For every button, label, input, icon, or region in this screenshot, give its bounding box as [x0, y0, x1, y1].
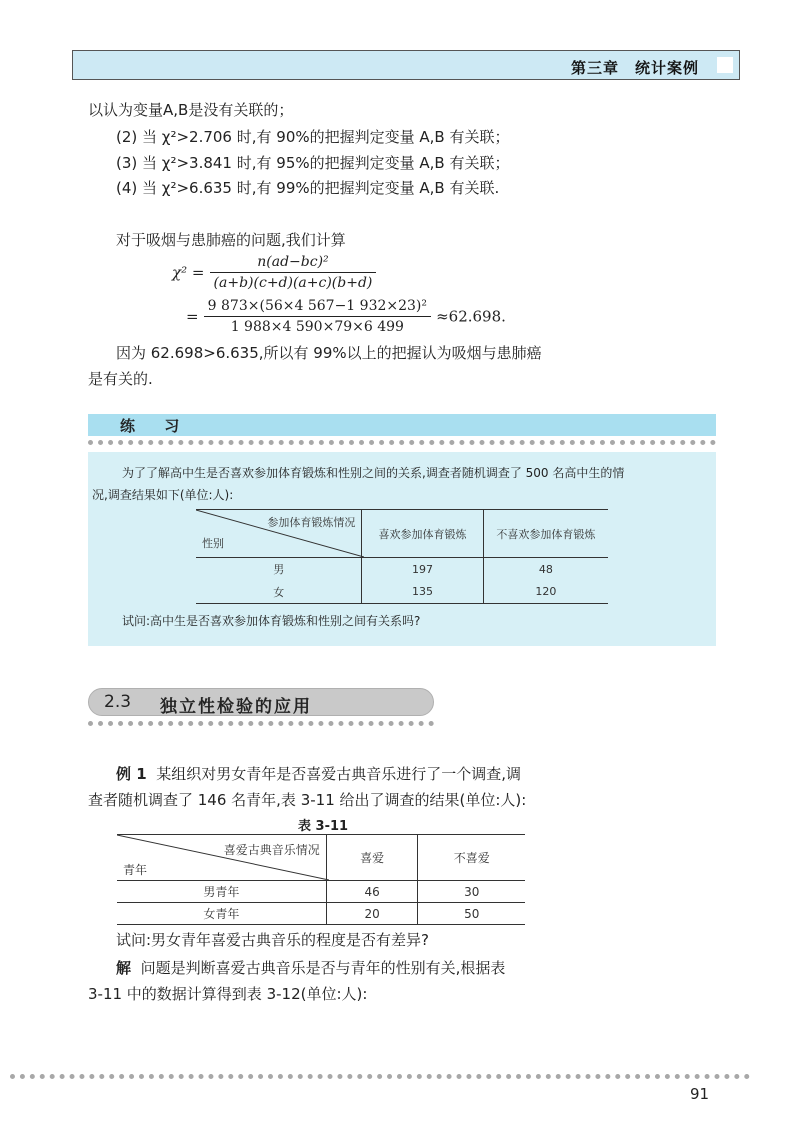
example-text-2: 查者随机调查了 146 名青年,表 3-11 给出了调查的结果(单位:人): — [88, 791, 527, 809]
table-cell: 135 — [362, 581, 483, 604]
formula-numerator: n(ad−bc)² — [210, 254, 377, 273]
chapter-header-bar — [72, 50, 740, 80]
table-cell: 20 — [326, 903, 418, 925]
table-title: 表 3-11 — [298, 819, 349, 834]
diagonal-header-cell — [117, 835, 326, 881]
calc-conclusion-1: 因为 62.698>6.635,所以有 99%以上的把握认为吸烟与患肺癌 — [116, 344, 542, 362]
calc-conclusion-2: 是有关的. — [88, 370, 153, 388]
formula-denominator: (a+b)(c+d)(a+c)(b+d) — [213, 275, 373, 291]
table-cell: 48 — [538, 562, 553, 576]
example-question: 试问:男女青年喜爱古典音乐的程度是否有差异? — [116, 931, 430, 949]
exercise-dotted-divider — [88, 440, 716, 445]
example-text-1: 某组织对男女青年是否喜爱古典音乐进行了一个调查,调 — [156, 765, 521, 783]
row-label: 女 — [196, 581, 362, 604]
table-cell: 30 — [418, 881, 525, 903]
criterion-2: (2) 当 χ²>2.706 时,有 90%的把握判定变量 A,B 有关联； — [116, 128, 510, 146]
evaluation-result: ≈62.698. — [436, 307, 506, 326]
table-row — [196, 558, 608, 581]
solution-text-2: 3-11 中的数据计算得到表 3-12(单位:人): — [88, 985, 368, 1003]
example-label: 例 1 — [116, 765, 147, 783]
exercise-text-2: 况,调查结果如下(单位:人): — [92, 488, 234, 502]
exercise-text-1: 为了了解高中生是否喜欢参加体育锻炼和性别之间的关系,调查者随机调查了 500 名高中生的情 — [122, 466, 625, 480]
intro-line: 以认为变量A,B是没有关联的； — [88, 101, 294, 119]
row-label: 男青年 — [117, 881, 326, 903]
table-header-row — [117, 835, 525, 881]
table-row — [117, 881, 525, 903]
page-number: 91 — [690, 1085, 710, 1103]
exercise-title: 练 习 — [120, 417, 192, 435]
column-header: 不喜欢参加体育锻炼 — [483, 510, 608, 558]
solution-text-1: 问题是判断喜爱古典音乐是否与青年的性别有关,根据表 — [140, 959, 506, 977]
table-cell: 50 — [418, 903, 525, 925]
table-row — [117, 903, 525, 925]
evaluation-numerator: 9 873×(56×4 567−1 932×23)² — [204, 298, 431, 317]
diagonal-bottom-label: 青年 — [123, 863, 148, 877]
diagonal-header-cell — [196, 510, 362, 558]
chi-square-lhs: χ² = — [172, 263, 205, 282]
example-table — [117, 834, 525, 925]
section-number: 2.3 — [104, 692, 132, 712]
footer-dotted-divider — [10, 1074, 750, 1079]
column-header: 喜爱 — [326, 835, 418, 881]
row-label: 女青年 — [117, 903, 326, 925]
header-square-decoration — [717, 57, 733, 73]
diagonal-bottom-label: 性别 — [202, 537, 224, 550]
solution-line-1 — [116, 958, 505, 978]
criterion-4: (4) 当 χ²>6.635 时,有 99%的把握判定变量 A,B 有关联. — [116, 179, 500, 197]
table-cell: 46 — [326, 881, 418, 903]
calc-intro: 对于吸烟与患肺癌的问题,我们计算 — [116, 231, 346, 249]
criterion-3: (3) 当 χ²>3.841 时,有 95%的把握判定变量 A,B 有关联； — [116, 154, 510, 172]
exercise-table — [196, 509, 608, 604]
column-header: 喜欢参加体育锻炼 — [362, 510, 483, 558]
diagonal-top-label: 参加体育锻炼情况 — [267, 516, 356, 529]
section-dotted-divider — [88, 721, 434, 726]
section-title: 独立性检验的应用 — [160, 697, 312, 717]
table-header-row — [196, 510, 608, 558]
evaluation-denominator: 1 988×4 590×79×6 499 — [230, 319, 404, 335]
equals-sign: = — [186, 307, 199, 326]
formula-fraction — [210, 254, 377, 291]
table-cell: 197 — [362, 558, 483, 581]
table-row — [196, 581, 608, 604]
chapter-title: 第三章 统计案例 — [570, 59, 699, 77]
example-line-1 — [116, 764, 521, 784]
exercise-question: 试问:高中生是否喜欢参加体育锻炼和性别之间有关系吗? — [122, 614, 421, 628]
table-cell: 120 — [483, 581, 608, 604]
diagonal-top-label: 喜爱古典音乐情况 — [223, 843, 320, 857]
solution-label: 解 — [116, 959, 132, 977]
row-label: 男 — [196, 558, 362, 581]
evaluation-fraction — [204, 298, 431, 335]
column-header: 不喜爱 — [418, 835, 525, 881]
chi-square-formula — [172, 254, 376, 291]
chi-square-evaluation — [186, 298, 506, 335]
